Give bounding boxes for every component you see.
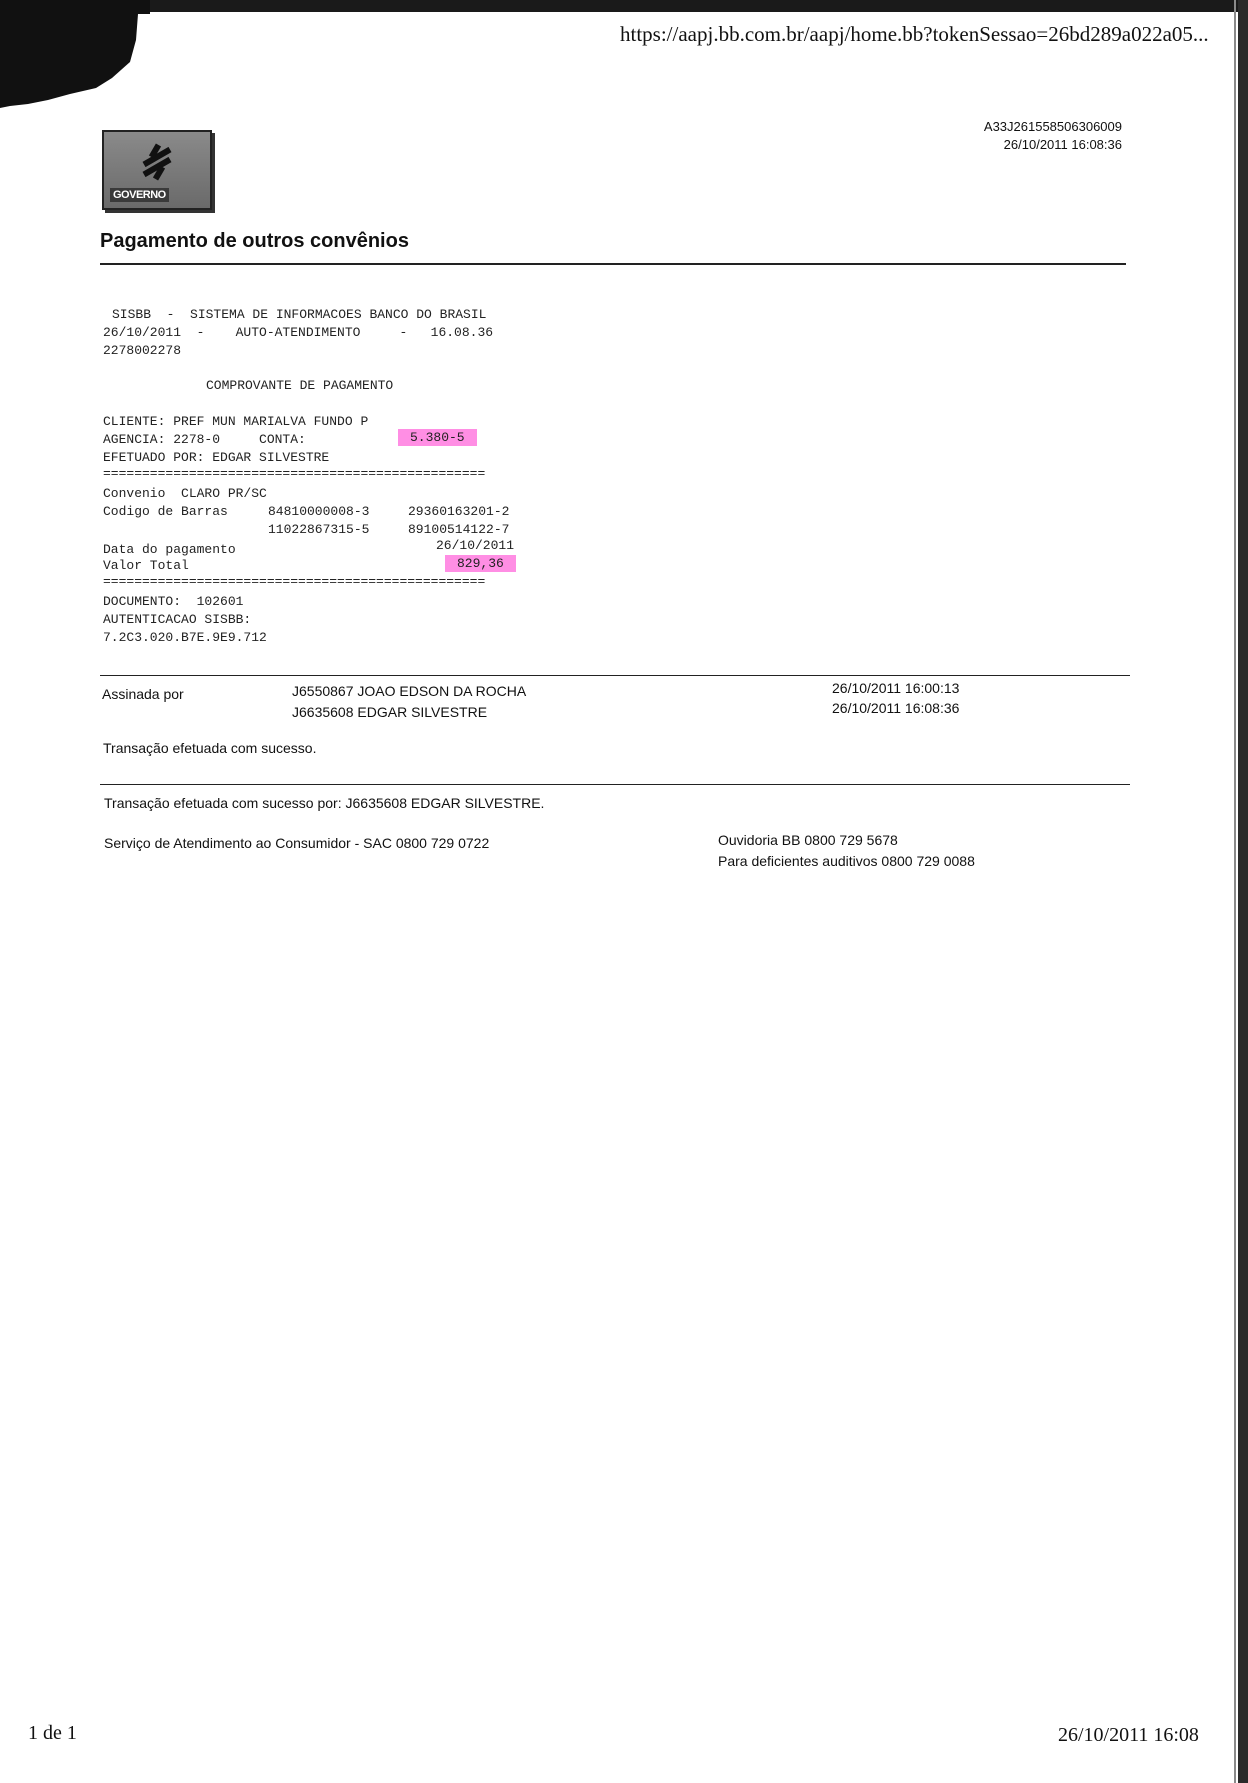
scan-border-right bbox=[1238, 0, 1248, 1783]
receipt-line-1: SISBB - SISTEMA DE INFORMACOES BANCO DO BRASIL bbox=[112, 307, 487, 322]
receipt-convenio: Convenio CLARO PR/SC bbox=[103, 486, 267, 501]
receipt-codigo-2a: 11022867315-5 bbox=[268, 522, 370, 537]
receipt-autenticacao-value: 7.2C3.020.B7E.9E9.712 bbox=[103, 630, 267, 645]
receipt-codigo-1a: 84810000008-3 bbox=[268, 504, 370, 519]
logo-label: GOVERNO bbox=[110, 188, 169, 202]
signature-datetime-1: 26/10/2011 16:00:13 bbox=[832, 680, 960, 696]
scan-border-top bbox=[0, 0, 1248, 12]
signature-name-1: J6550867 JOAO EDSON DA ROCHA bbox=[292, 683, 527, 699]
receipt-autenticacao-label: AUTENTICACAO SISBB: bbox=[103, 612, 252, 627]
title-divider bbox=[100, 263, 1126, 265]
reference-datetime: 26/10/2011 16:08:36 bbox=[1003, 137, 1122, 152]
valor-highlight: 829,36 bbox=[445, 555, 516, 572]
receipt-efetuado: EFETUADO POR: EDGAR SILVESTRE bbox=[103, 450, 330, 465]
signature-datetime-2: 26/10/2011 16:08:36 bbox=[832, 700, 960, 716]
status-message: Transação efetuada com sucesso. bbox=[103, 740, 317, 756]
receipt-data-label: Data do pagamento bbox=[103, 542, 236, 557]
page-url: https://aapj.bb.com.br/aapj/home.bb?tokenSessao=26bd289a022a05... bbox=[620, 22, 1209, 46]
signatures-divider bbox=[100, 675, 1130, 676]
receipt-separator-1: ================================================= bbox=[103, 466, 486, 481]
reference-code: A33J261558506306009 bbox=[983, 119, 1122, 134]
governo-logo bbox=[102, 130, 212, 210]
status-by-message: Transação efetuada com sucesso por: J6635608 EDGAR SILVESTRE. bbox=[104, 795, 545, 811]
ouvidoria-contact: Ouvidoria BB 0800 729 5678 bbox=[718, 832, 898, 848]
print-datetime: 26/10/2011 16:08 bbox=[1058, 1724, 1199, 1746]
receipt-codigo-1b: 29360163201-2 bbox=[408, 504, 510, 519]
status-divider bbox=[100, 784, 1130, 785]
receipt-codigo-2b: 89100514122-7 bbox=[408, 522, 510, 537]
receipt-line-2: 26/10/2011 - AUTO-ATENDIMENTO - 16.08.36 bbox=[103, 325, 494, 340]
receipt-codigo-label: Codigo de Barras bbox=[103, 504, 228, 519]
scan-blot bbox=[0, 0, 150, 110]
sac-contact: Serviço de Atendimento ao Consumidor - SAC 0800 729 0722 bbox=[104, 835, 490, 851]
signatures-label: Assinada por bbox=[102, 686, 184, 702]
receipt-agencia: AGENCIA: 2278-0 CONTA: bbox=[103, 432, 306, 447]
receipt-conta-value bbox=[398, 429, 477, 446]
receipt-line-3: 2278002278 bbox=[103, 343, 182, 358]
deficientes-contact: Para deficientes auditivos 0800 729 0088 bbox=[718, 853, 975, 869]
receipt-comprovante: COMPROVANTE DE PAGAMENTO bbox=[206, 378, 394, 393]
banco-do-brasil-logo-icon bbox=[134, 138, 180, 184]
receipt-valor-label: Valor Total bbox=[103, 558, 189, 573]
receipt-separator-2: ================================================= bbox=[103, 574, 486, 589]
receipt-documento: DOCUMENTO: 102601 bbox=[103, 594, 244, 609]
scan-border-line bbox=[1234, 0, 1236, 1783]
page-title: Pagamento de outros convênios bbox=[100, 230, 409, 252]
receipt-data-value: 26/10/2011 bbox=[436, 538, 515, 553]
conta-highlight: 5.380-5 bbox=[398, 429, 477, 446]
signature-name-2: J6635608 EDGAR SILVESTRE bbox=[292, 704, 488, 720]
receipt-cliente: CLIENTE: PREF MUN MARIALVA FUNDO P bbox=[103, 414, 369, 429]
page-indicator: 1 de 1 bbox=[28, 1722, 77, 1744]
receipt-valor-value bbox=[445, 555, 516, 572]
